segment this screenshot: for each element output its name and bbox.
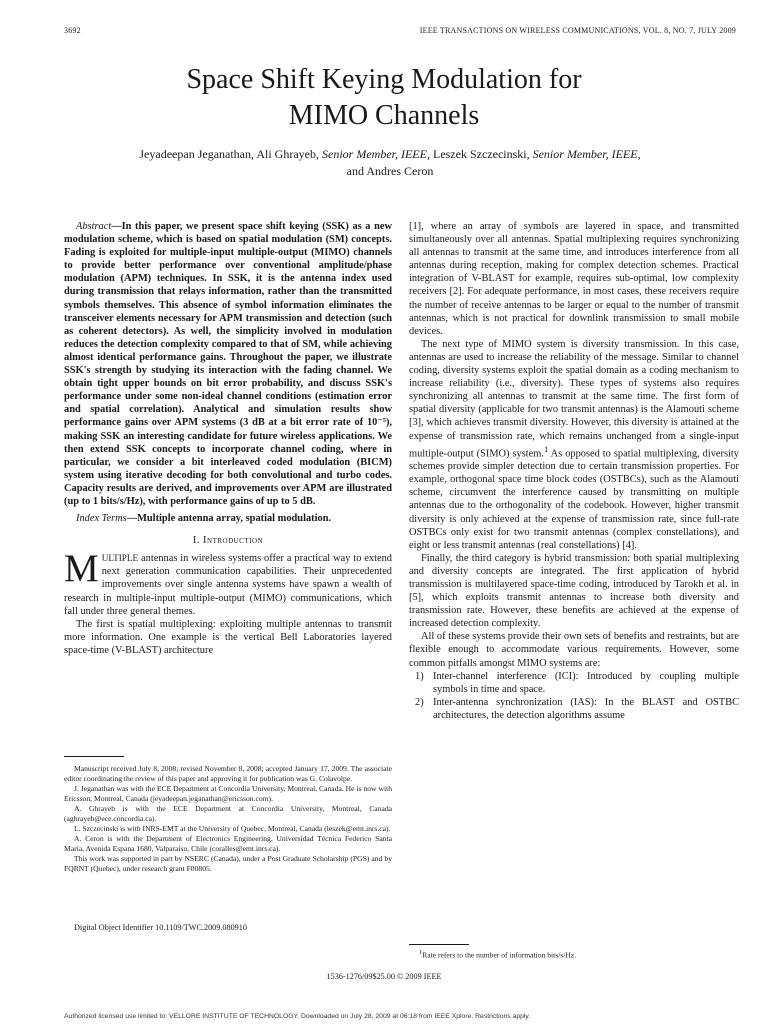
paper-title (0, 62, 768, 134)
license-notice: Authorized licensed use limited to: VELLORE INSTITUTE OF TECHNOLOGY. Downloaded on July 28, 2009 at 06:18 from IEEE Xplore. Restrictions apply. (64, 1013, 531, 1020)
author-footnotes (64, 764, 392, 874)
author-list (60, 146, 720, 180)
index-terms-text: —Multiple antenna array, spatial modulation. (126, 513, 332, 525)
author-sep: , (637, 147, 641, 161)
footnote-funding: This work was supported in part by NSERC (Canada), under a Post Graduate Scholarship (PGS) and by FQRNT (Quebec), under research grant F00805. (64, 854, 392, 873)
dropcap-letter: M (64, 547, 99, 591)
abstract-text: —In this paper, we present space shift keying (SSK) as a new modulation scheme, which is based on spatial modulation (SM) concepts. Fading is exploited for multiple-input multiple-output (MIMO) channels to provide better performance over conventional amplitude/phase modulation (APM) techniques. In SSK, it is the antenna index used during transmission that relays information, rather than the transmitted symbols themselves. This absence of symbol information eliminates the transceiver elements necessary for APM transmission and detection (such as coherent detectors). As well, the simplicity involved in modulation reduces the detection complexity compared to that of SM, while achieving almost identical performance gains. Throughout the paper, we illustrate SSK's strength by studying its interaction with the fading channel. We obtain tight upper bounds on bit error probability, and discuss SSK's performance under some non-ideal channel conditions (estimation error and spatial correlation). Analytical and simulation results show performance gains over APM systems (3 dB at a bit error rate of 10⁻⁵), making SSK an interesting candidate for future wireless applications. We then extend SSK concepts to incorporate channel coding, where in particular, we consider a bit interleaved coded modulation (BICM) system using iterative decoding for both convolutional and turbo codes. Capacity results are derived, and improvements over APM are illustrated (up to 1 bits/s/Hz), with performance gains of up to 5 dB. (64, 221, 392, 507)
intro-paragraph-1 (64, 547, 392, 617)
title-line-2: MIMO Channels (288, 100, 480, 131)
left-column (64, 220, 392, 657)
author-line-1 (60, 146, 720, 163)
author-names-1: Jeyadeepan Jeganathan, Ali Ghrayeb, (139, 147, 322, 161)
page-number: 3692 (64, 26, 81, 35)
list-item (409, 696, 739, 722)
footnote-author-3: L. Szczecinski is with INRS-EMT at the University of Quebec, Montreal, Canada (leszek@emt.inrs.ca). (74, 824, 391, 833)
right-paragraph-4: All of these systems provide their own sets of benefits and restraints, but are flexible enough to accommodate various requirements. However, some common pitfalls amongst MIMO systems are: (409, 631, 739, 669)
footnote-marker: 1 (543, 443, 549, 454)
footnote-author-2: A. Ghrayeb is with the ECE Department at Concordia University, Montreal, Canada (aghrayeb@ece.concordia.ca). (64, 804, 392, 823)
intro-paragraph-2: The first is spatial multiplexing: exploiting multiple antennas to transmit more information. One example is the vertical Bell Laboratories layered space-time (V-BLAST) architecture (64, 618, 392, 656)
copyright-line: 1536-1276/09$25.00 © 2009 IEEE (326, 972, 442, 981)
list-number: 2) (415, 696, 424, 708)
intro-p1-text: antennas in wireless systems offer a practical way to extend next generation communication capabilities. Their unprecedented improvements over single antenna systems have spawn a wealth of research in multiple-input multiple-output (MIMO) communications, which fall under three general themes. (64, 553, 392, 617)
footnote-divider-right (409, 944, 469, 945)
right-paragraph-3: Finally, the third category is hybrid transmission: both spatial multiplexing and diversity concepts are integrated. The first application of hybrid transmission is multilayered space-time coding, introduced by Tarokh et al. in [5], which exploits transmit antennas to increase both diversity and transmission rate. However, these benefits are achieved at the expense of increased detection complexity. (409, 552, 739, 630)
footnote-manuscript: Manuscript received July 8, 2008; revised November 8, 2008; accepted January 17, 2009. The associate editor coordinating the review of this paper and approving it for publication was G. Colavolpe. (64, 764, 392, 783)
first-word-rest: ULTIPLE (101, 553, 139, 564)
footnote-text: Rate refers to the number of information bits/s/Hz. (422, 950, 577, 960)
footnote-author-1: J. Jeganathan was with the ECE Department at Concordia University, Montreal, Canada. He is now with Ericsson, Montreal, Canada (jeyadeepan.jeganathan@ericsson.com). (64, 784, 392, 803)
list-text: Inter-antenna synchronization (IAS): In the BLAST and OSTBC architectures, the detection algorithms assume (433, 696, 739, 721)
index-terms-lead: Index Terms (76, 513, 127, 525)
right-paragraph-2 (409, 338, 739, 552)
abstract-lead: Abstract (76, 221, 112, 232)
author-role-1: Senior Member, IEEE (322, 147, 427, 161)
list-item (409, 670, 739, 696)
title-line-1: Space Shift Keying Modulation for (186, 64, 582, 95)
right-p2-text-b: As opposed to spatial multiplexing, diversity schemes provide simpler detection due to certain transmission properties. For example, orthogonal space time block codes (OSTBCs), such as the Alamouti scheme, circumvent the interference caused by transmitting on multiple antennas due to the orthogonality of the codebook. However, higher transmit diversity is only achieved at the expense of transmission rate, since full-rate OSTBCs only exist for two transmit antennas (complex constellations), and eight or less transmit antennas (real constellations) [4]. (409, 448, 739, 551)
author-role-2: Senior Member, IEEE (532, 147, 638, 161)
list-number: 1) (415, 670, 424, 682)
rate-footnote (409, 948, 739, 961)
author-line-2: and Andres Ceron (346, 164, 434, 178)
pitfall-list (409, 670, 739, 722)
author-names-2: , Leszek Szczecinski, (426, 147, 533, 161)
right-paragraph-1: [1], where an array of symbols are layered in space, and transmitted simultaneously over all antennas. Spatial multiplexing requires synchronizing all antennas to transmit at the same time, and introduces interference from all antennas during reception, making for complex detection schemes. Practical integration of V-BLAST for example, requires sub-optimal, low complexity receivers [2]. For adequate performance, in most cases, these receivers require the number of receive antennas to be larger or equal to the number of transmit antennas, which is not practical for downlink transmission to small mobile devices. (409, 221, 739, 337)
section-heading-introduction: I. Introduction (192, 535, 264, 547)
index-terms (64, 512, 392, 525)
abstract (64, 220, 392, 508)
doi: Digital Object Identifier 10.1109/TWC.2009.080910 (74, 923, 247, 932)
footnote-divider (64, 756, 124, 757)
journal-header: IEEE TRANSACTIONS ON WIRELESS COMMUNICATIONS, VOL. 8, NO. 7, JULY 2009 (419, 26, 736, 35)
footnote-number: 1 (419, 949, 423, 956)
right-column (409, 220, 739, 722)
footnote-author-4: A. Ceron is with the Department of Electronics Engineering, Universidad Técnica Federico Santa María, Avenida Espana 1680, Valparaíso, Chile (coralles@emt.inrs.ca). (64, 834, 392, 853)
right-p2-text-a: The next type of MIMO system is diversity transmission. In this case, antennas are used to increase the reliability of the message. Similar to channel coding, diversity systems exploit the spatial domain as a coding mechanism to increase reliability (i.e., diversity). These types of systems also requires synchronizing all antennas to transmit at the same time. The first form of spatial diversity (applicable for two transmit antennas) is the Alamouti scheme [3], which achieves transmit diversity. However, this diversity is attained at the expense of transmission rate, which remains unchanged from a single-input multiple-output (SIMO) system. (409, 338, 739, 460)
list-text: Inter-channel interference (ICI): Introduced by coupling multiple symbols in time and space. (433, 670, 739, 695)
